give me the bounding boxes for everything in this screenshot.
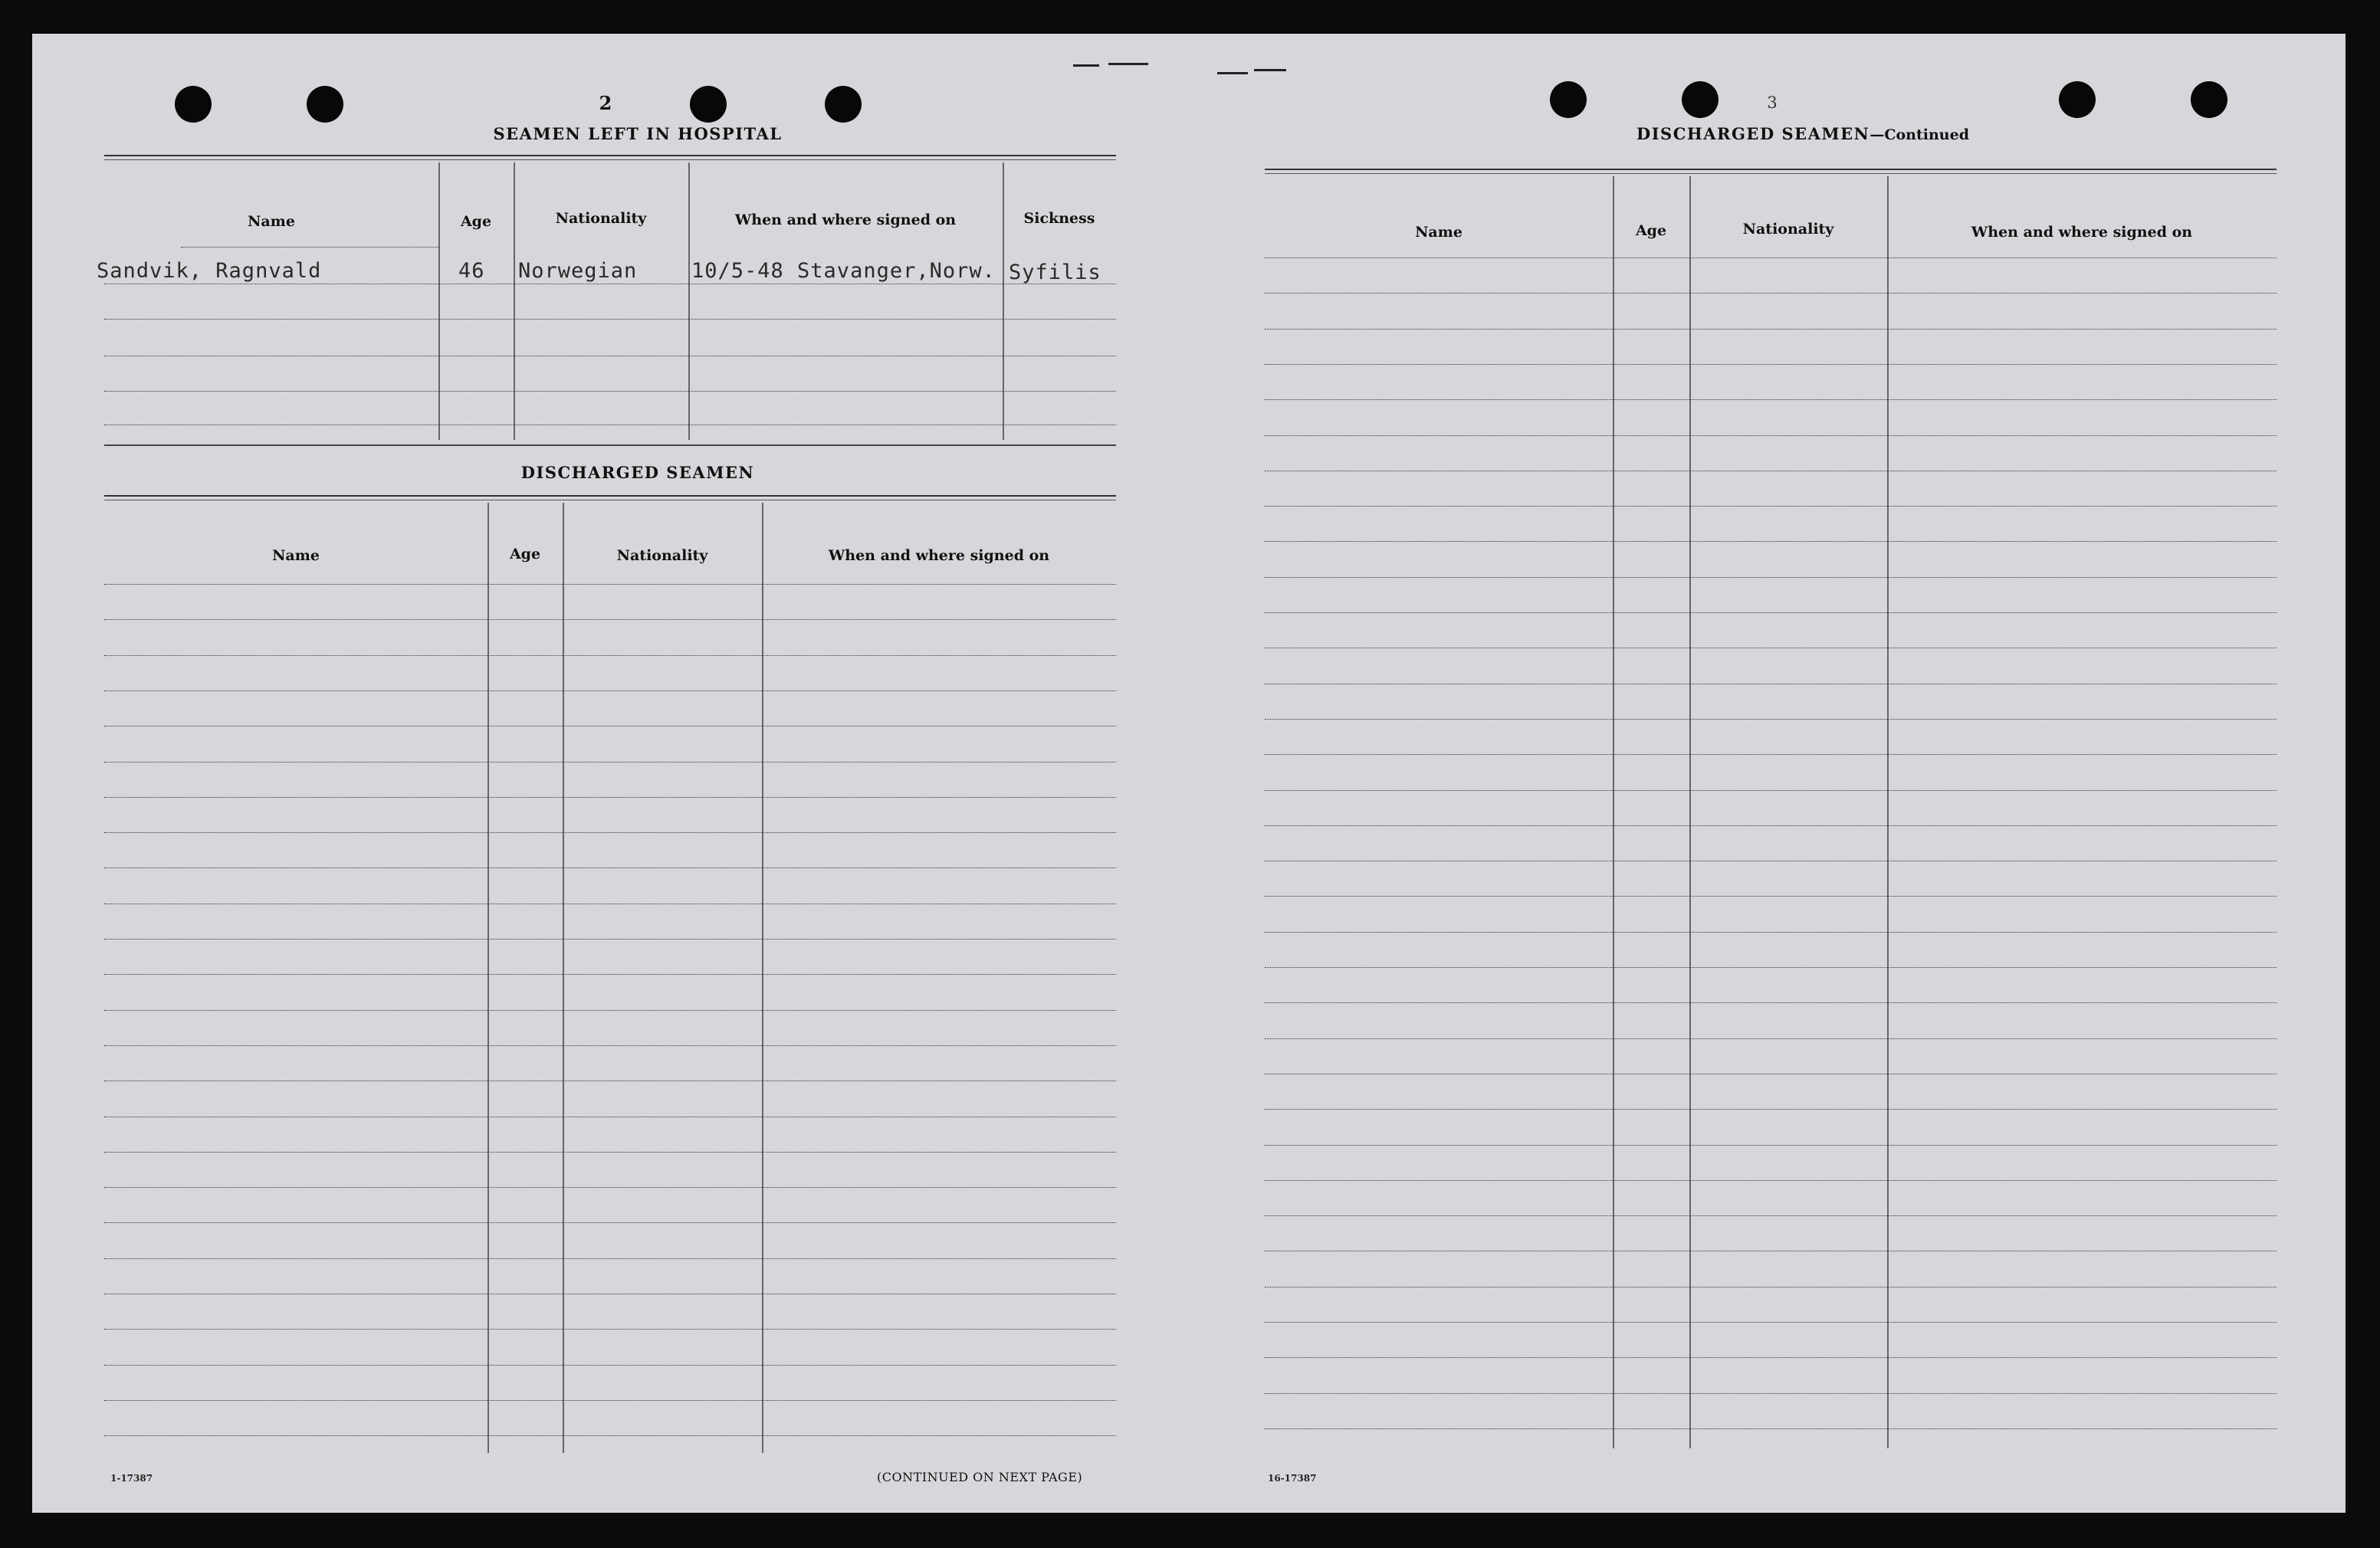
- col-header-age: Age: [1635, 222, 1667, 239]
- form-code-left: 1-17387: [110, 1473, 153, 1484]
- blank-row-line: [1265, 329, 2277, 330]
- discharged-section-title: DISCHARGED SEAMEN: [520, 463, 755, 482]
- blank-row-line: [104, 1329, 1116, 1330]
- blank-row-line: [1265, 1109, 2277, 1110]
- col-header-age: Age: [460, 213, 492, 230]
- blank-row-line: [1265, 1038, 2277, 1039]
- blank-row-line: [104, 867, 1116, 868]
- blank-row-line: [104, 1435, 1116, 1436]
- blank-row-line: [1265, 612, 2277, 613]
- blank-row-line: [104, 1365, 1116, 1366]
- blank-row-line: [104, 1010, 1116, 1011]
- punch-hole: [1550, 81, 1587, 118]
- col-header-nationality: Nationality: [1742, 221, 1834, 238]
- blank-row-line: [1265, 506, 2277, 507]
- blank-row-line: [1265, 1180, 2277, 1181]
- blank-row-line: [1265, 399, 2277, 400]
- blank-row-line: [1265, 1357, 2277, 1358]
- blank-row-line: [104, 762, 1116, 763]
- hospital-row-age: 46: [458, 259, 485, 283]
- col-header-nationality: Nationality: [555, 210, 647, 227]
- blank-row-line: [1265, 932, 2277, 933]
- punch-hole: [175, 86, 212, 123]
- form-code-right: 16-17387: [1268, 1473, 1317, 1484]
- col-header-sickness: Sickness: [1023, 210, 1095, 227]
- col-header-nationality: Nationality: [616, 547, 708, 564]
- col-header-signed-on: When and where signed on: [1971, 224, 2193, 241]
- blank-row-line: [1265, 435, 2277, 436]
- punch-hole: [690, 86, 727, 123]
- col-header-signed-on: When and where signed on: [734, 212, 957, 228]
- hospital-section-title: SEAMEN LEFT IN HOSPITAL: [493, 124, 783, 143]
- punch-hole: [2191, 81, 2227, 118]
- blank-row-line: [104, 1045, 1116, 1046]
- blank-row-line: [1265, 967, 2277, 968]
- blank-row-line: [104, 690, 1116, 691]
- blank-row-line: [104, 1187, 1116, 1188]
- blank-row-line: [104, 584, 1116, 585]
- blank-row-line: [104, 1258, 1116, 1259]
- col-header-name: Name: [272, 547, 320, 564]
- punch-hole: [1682, 81, 1719, 118]
- blank-row-line: [1265, 577, 2277, 578]
- blank-row-line: [104, 1400, 1116, 1401]
- discharged-continued-title: [1535, 124, 2071, 143]
- discharged-table-right: [1265, 169, 2277, 1448]
- hospital-row-signed-on: 10/5-48 Stavanger,Norw.: [691, 259, 996, 283]
- punch-hole: [2059, 81, 2096, 118]
- hospital-row-name: Sandvik, Ragnvald: [97, 259, 322, 283]
- ink-mark: [1254, 69, 1286, 71]
- page-number-left: 2: [599, 92, 612, 114]
- blank-row-line: [104, 832, 1116, 833]
- hospital-table: [97, 155, 1116, 446]
- discharged-table-left: [104, 495, 1116, 1453]
- ink-mark: [1108, 63, 1148, 65]
- blank-row-line: [1265, 719, 2277, 720]
- discharged-continued-suffix: —Continued: [1870, 126, 1969, 143]
- blank-row-line: [104, 939, 1116, 940]
- ink-mark: [1217, 72, 1248, 74]
- blank-row-line: [104, 655, 1116, 656]
- blank-row-line: [1265, 1428, 2277, 1429]
- blank-row-line: [1265, 293, 2277, 294]
- discharged-continued-title-main: DISCHARGED SEAMEN: [1636, 124, 1870, 143]
- blank-row-line: [1265, 825, 2277, 826]
- blank-row-line: [1265, 1002, 2277, 1003]
- col-header-name: Name: [1415, 224, 1462, 241]
- blank-row-line: [104, 1152, 1116, 1153]
- col-header-age: Age: [509, 546, 541, 562]
- blank-row-line: [104, 974, 1116, 975]
- col-header-name: Name: [248, 213, 295, 230]
- blank-row-line: [104, 619, 1116, 620]
- blank-row-line: [1265, 1322, 2277, 1323]
- col-header-signed-on: When and where signed on: [828, 547, 1050, 564]
- blank-row-line: [104, 797, 1116, 798]
- blank-row-line: [1265, 1215, 2277, 1216]
- blank-row-line: [1265, 1393, 2277, 1394]
- ink-mark: [1073, 64, 1099, 67]
- hospital-row-sickness: Syfilis: [1009, 261, 1101, 284]
- continued-note: (CONTINUED ON NEXT PAGE): [877, 1470, 1083, 1484]
- hospital-row-nationality: Norwegian: [518, 259, 638, 283]
- blank-row-line: [1265, 364, 2277, 365]
- punch-hole: [825, 86, 862, 123]
- blank-row-line: [1265, 754, 2277, 755]
- blank-row-line: [1265, 257, 2277, 258]
- blank-row-line: [1265, 541, 2277, 542]
- blank-row-line: [104, 1222, 1116, 1223]
- punch-hole: [307, 86, 343, 123]
- ledger-sheet: [32, 34, 2346, 1513]
- blank-row-line: [1265, 790, 2277, 791]
- blank-row-line: [1265, 896, 2277, 897]
- blank-row-line: [1265, 1145, 2277, 1146]
- page-number-right: 3: [1767, 93, 1778, 112]
